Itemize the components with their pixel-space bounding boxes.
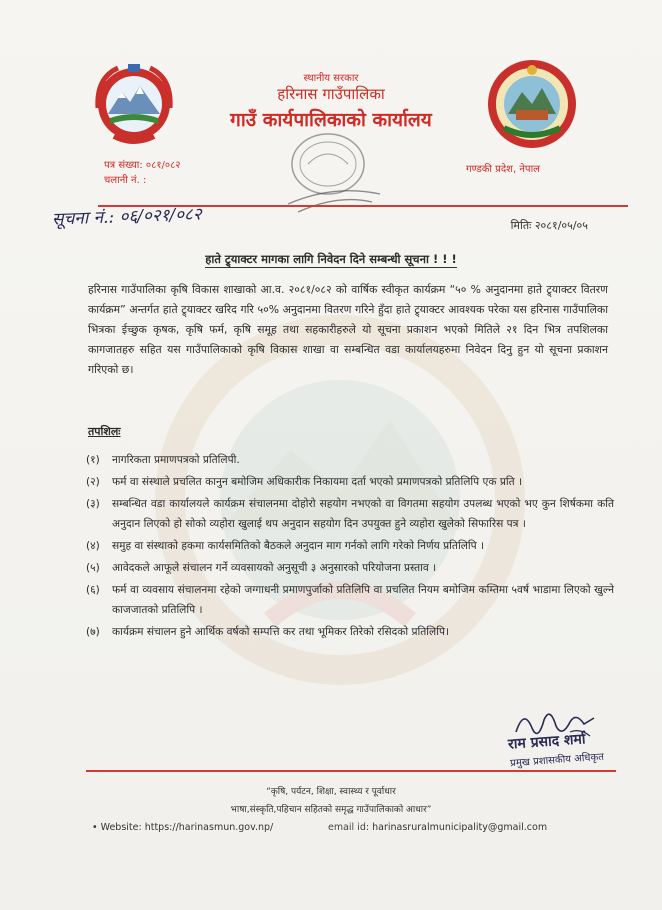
list-item bbox=[86, 580, 614, 620]
notice-date: मितिः २०८१/०५/०५ bbox=[510, 219, 588, 232]
list-item bbox=[86, 536, 614, 556]
footer-email bbox=[328, 822, 547, 833]
list-item-text: सम्बन्धित वडा कार्यालयले कार्यक्रम संचालनमा दोहोरो सहयोग नभएको वा विगतमा सहयोग उपलब्ध भएको भए कुन शिर्षकमा कति अनुदान लिएको हो सोको व्यहोरा खुलाई थप अनुदान सहयोग दिन उपयुक्त हुने व्यहोरा खुलेको सिफारिस पत्र । bbox=[112, 498, 614, 530]
list-item-text: समुह वा संस्थाको हकमा कार्यसमितिको बैठकले अनुदान माग गर्नको लागि गरेको निर्णय प्रतिलिपि । bbox=[112, 540, 485, 552]
municipality-emblem-icon bbox=[486, 58, 578, 150]
list-item bbox=[86, 472, 614, 492]
office-stamp-icon bbox=[268, 124, 400, 216]
list-item-text: फर्म वा व्यवसाय संचालनमा रहेको जग्गाधनी प्रमाणपुर्जाको प्रतिलिपि वा प्रचलित नियम बमोजिम कम्तिमा ५वर्ष भाडामा लिएको खुल्ने काजजातको प्रतिलिपि । bbox=[112, 584, 614, 616]
list-item-number: (१) bbox=[86, 454, 100, 466]
list-item bbox=[86, 450, 614, 470]
province-name: गण्डकी प्रदेश, नेपाल bbox=[466, 164, 540, 175]
notice-title-text: हाते ट्र्याक्टर मागका लागि निवेदन दिने सम्बन्धी सूचना ! ! ! bbox=[205, 252, 457, 266]
list-item-text: कार्यक्रम संचालन हुने आर्थिक वर्षको सम्पत्ति कर तथा भूमिकर तिरेको रसिदको प्रतिलिपि। bbox=[112, 626, 449, 638]
signer-name: राम प्रसाद शर्मा bbox=[507, 731, 586, 753]
list-item-number: (२) bbox=[86, 476, 100, 488]
list-item bbox=[86, 558, 614, 578]
list-item-number: (७) bbox=[86, 626, 100, 638]
footer-slogan-line2: भाषा,संस्कृति,पहिचान सहितको समृद्ध गाउँपालिकाको आधार” bbox=[230, 805, 432, 815]
required-documents-list bbox=[86, 450, 614, 644]
list-item-number: (६) bbox=[86, 584, 100, 596]
footer-divider bbox=[86, 770, 616, 772]
list-item-text: आवेदकले आफूले संचालन गर्ने व्यवसायको अनुसूची ३ अनुसारको परियोजना प्रस्ताव । bbox=[112, 562, 437, 574]
list-item bbox=[86, 494, 614, 534]
list-item-number: (३) bbox=[86, 498, 100, 510]
notice-title bbox=[0, 252, 662, 267]
dispatch-number: चलानी नं. : bbox=[104, 175, 147, 186]
header-local-government: स्थानीय सरकार bbox=[303, 73, 359, 84]
list-item-number: (४) bbox=[86, 540, 100, 552]
header-municipality-name: हरिनास गाउँपालिका bbox=[277, 85, 385, 103]
list-item-text: फर्म वा संस्थाले प्रचलित कानुन बमोजिम अधिकारीक निकायमा दर्ता भएको प्रमाणपत्रको प्रतिलिपि एक प्रति । bbox=[112, 476, 523, 488]
header-office-name: गाउँ कार्यपालिकाको कार्यालय bbox=[230, 109, 432, 131]
signer-title: प्रमुख प्रशासकीय अधिकृत bbox=[509, 751, 605, 770]
footer-slogan-line1: “कृषि, पर्यटन, शिक्षा, स्वास्थ्य र पूर्वाधार bbox=[266, 787, 396, 797]
footer-email-address: harinasruralmunicipality@gmail.com bbox=[372, 822, 548, 833]
footer-website: • Website: https://harinasmun.gov.np/ bbox=[92, 822, 274, 833]
list-item bbox=[86, 622, 614, 642]
notice-number-handwritten: सूचना नं.: ०६/०२१/०८२ bbox=[51, 204, 203, 230]
reference-number: पत्र संख्या: ०८१/०८२ bbox=[104, 160, 181, 171]
list-item-text: नागरिकता प्रमाणपत्रको प्रतिलिपी. bbox=[112, 454, 240, 466]
details-heading: तपशिलः bbox=[88, 425, 121, 438]
notice-body: हरिनास गाउँपालिका कृषि विकास शाखाको आ.व. २०८१/०८२ को वार्षिक स्वीकृत कार्यक्रम “५० % अनुदानमा हाते ट्र्याक्टर वितरण कार्यक्रम” अन्तर्गत हाते ट्र्याक्टर खरिद गरि ५०% अनुदानमा वितरण गरिने हुँदा हाते ट्र्याक्टर आवश्यक परेका यस हरिनास गाउँपालिका भित्रका ईच्छुक कृषक, कृषि फर्म, कृषि समूह तथा सहकारीहरुले यो सूचना प्रकाशन भएको मितिले २१ दिन भित्र तपशिलका कागजातहरु सहित यस गाउँपालिकाको कृषि विकास शाखा वा सम्बन्धित वडा कार्यालयहरुमा निवेदन दिनु हुन यो सूचना प्रकाशन गरिएको छ। bbox=[88, 283, 608, 376]
footer-email-label: email id: bbox=[328, 822, 370, 833]
list-item-number: (५) bbox=[86, 562, 100, 574]
